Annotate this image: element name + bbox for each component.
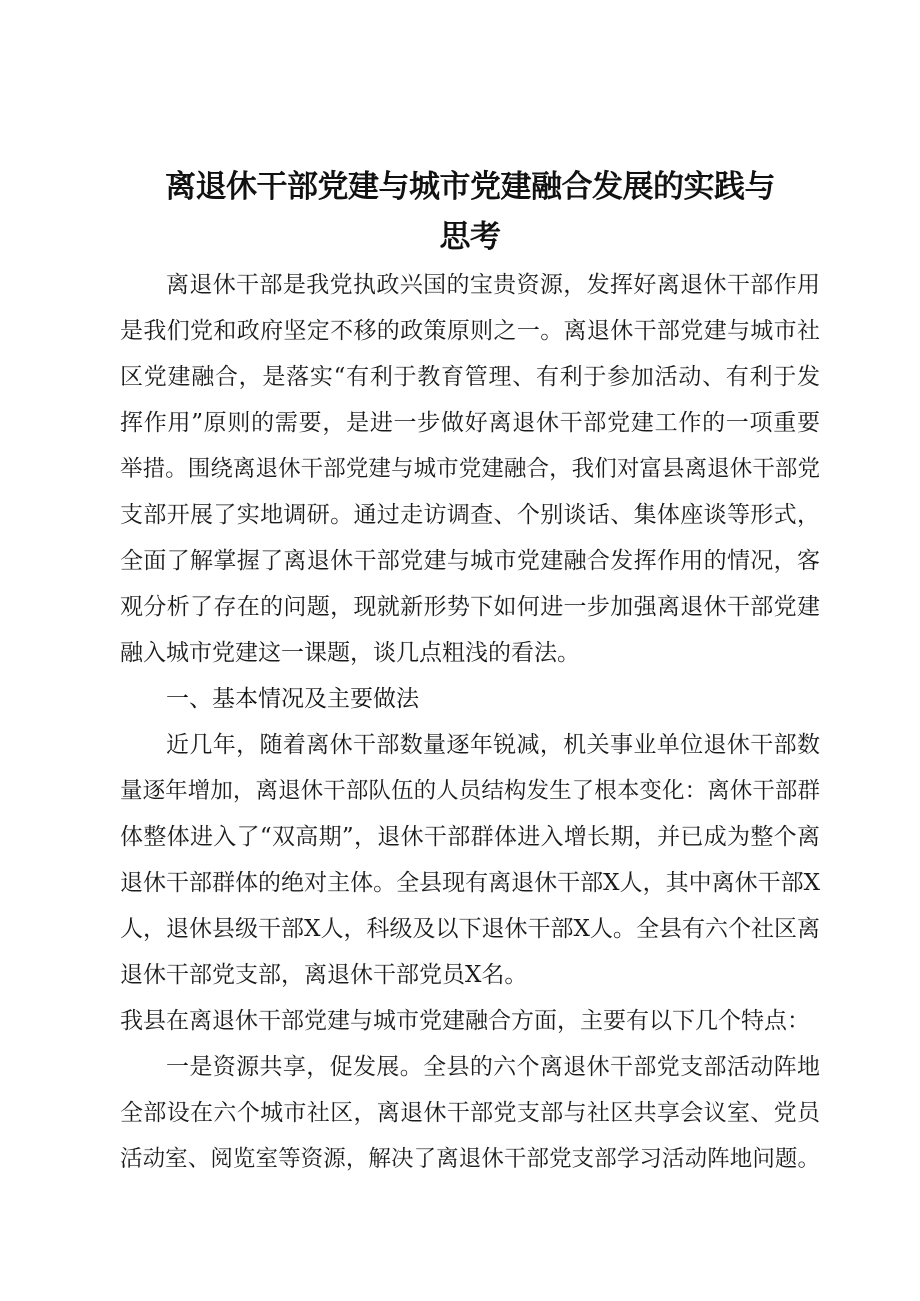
paragraph-2-line: 退休干部党支部，离退休干部党员X名。 (120, 962, 528, 988)
paragraph-3-line: 我县在离退休干部党建与城市党建融合方面，主要有以下几个特点： (120, 1008, 810, 1034)
paragraph-2-line: 人，退休县级干部X人，科级及以下退休干部X人。全县有六个社区离 (120, 916, 820, 942)
paragraph-4-line: 一是资源共享，促发展。全县的六个离退休干部党支部活动阵地 (166, 1054, 820, 1080)
document-title-line-1: 离退休干部党建与城市党建融合发展的实践与 (165, 169, 775, 205)
paragraph-2-line: 量逐年增加，离退休干部队伍的人员结构发生了根本变化：离休干部群 (120, 778, 820, 804)
paragraph-1-line: 融入城市党建这一课题，谈几点粗浅的看法。 (120, 640, 580, 666)
document-title-line-2: 思考 (439, 219, 501, 255)
paragraph-1-line: 区党建融合，是落实“有利于教育管理、有利于参加活动、有利于发 (120, 364, 820, 390)
paragraph-2-line: 退休干部群体的绝对主体。全县现有离退休干部X人，其中离休干部X (120, 870, 820, 896)
paragraph-1-line: 观分析了存在的问题，现就新形势下如何进一步加强离退休干部党建 (120, 594, 820, 620)
paragraph-4-line: 活动室、阅览室等资源，解决了离退休干部党支部学习活动阵地问题。 (120, 1146, 820, 1172)
paragraph-1-line: 全面了解掌握了离退休干部党建与城市党建融合发挥作用的情况，客 (120, 548, 820, 574)
paragraph-1-line: 挥作用”原则的需要，是进一步做好离退休干部党建工作的一项重要 (120, 410, 820, 436)
paragraph-1-line: 支部开展了实地调研。通过走访调查、个别谈话、集体座谈等形式， (120, 502, 820, 528)
paragraph-2-line: 近几年，随着离休干部数量逐年锐减，机关事业单位退休干部数 (166, 732, 820, 758)
paragraph-4-line: 全部设在六个城市社区，离退休干部党支部与社区共享会议室、党员 (120, 1100, 820, 1126)
paragraph-1-line: 离退休干部是我党执政兴国的宝贵资源，发挥好离退休干部作用 (166, 272, 820, 298)
paragraph-1-line: 举措。围绕离退休干部党建与城市党建融合，我们对富县离退休干部党 (120, 456, 820, 482)
paragraph-1-line: 是我们党和政府坚定不移的政策原则之一。离退休干部党建与城市社 (120, 318, 820, 344)
section-heading: 一、基本情况及主要做法 (166, 686, 419, 712)
paragraph-2-line: 体整体进入了“双高期”，退休干部群体进入增长期，并已成为整个离 (120, 824, 820, 850)
